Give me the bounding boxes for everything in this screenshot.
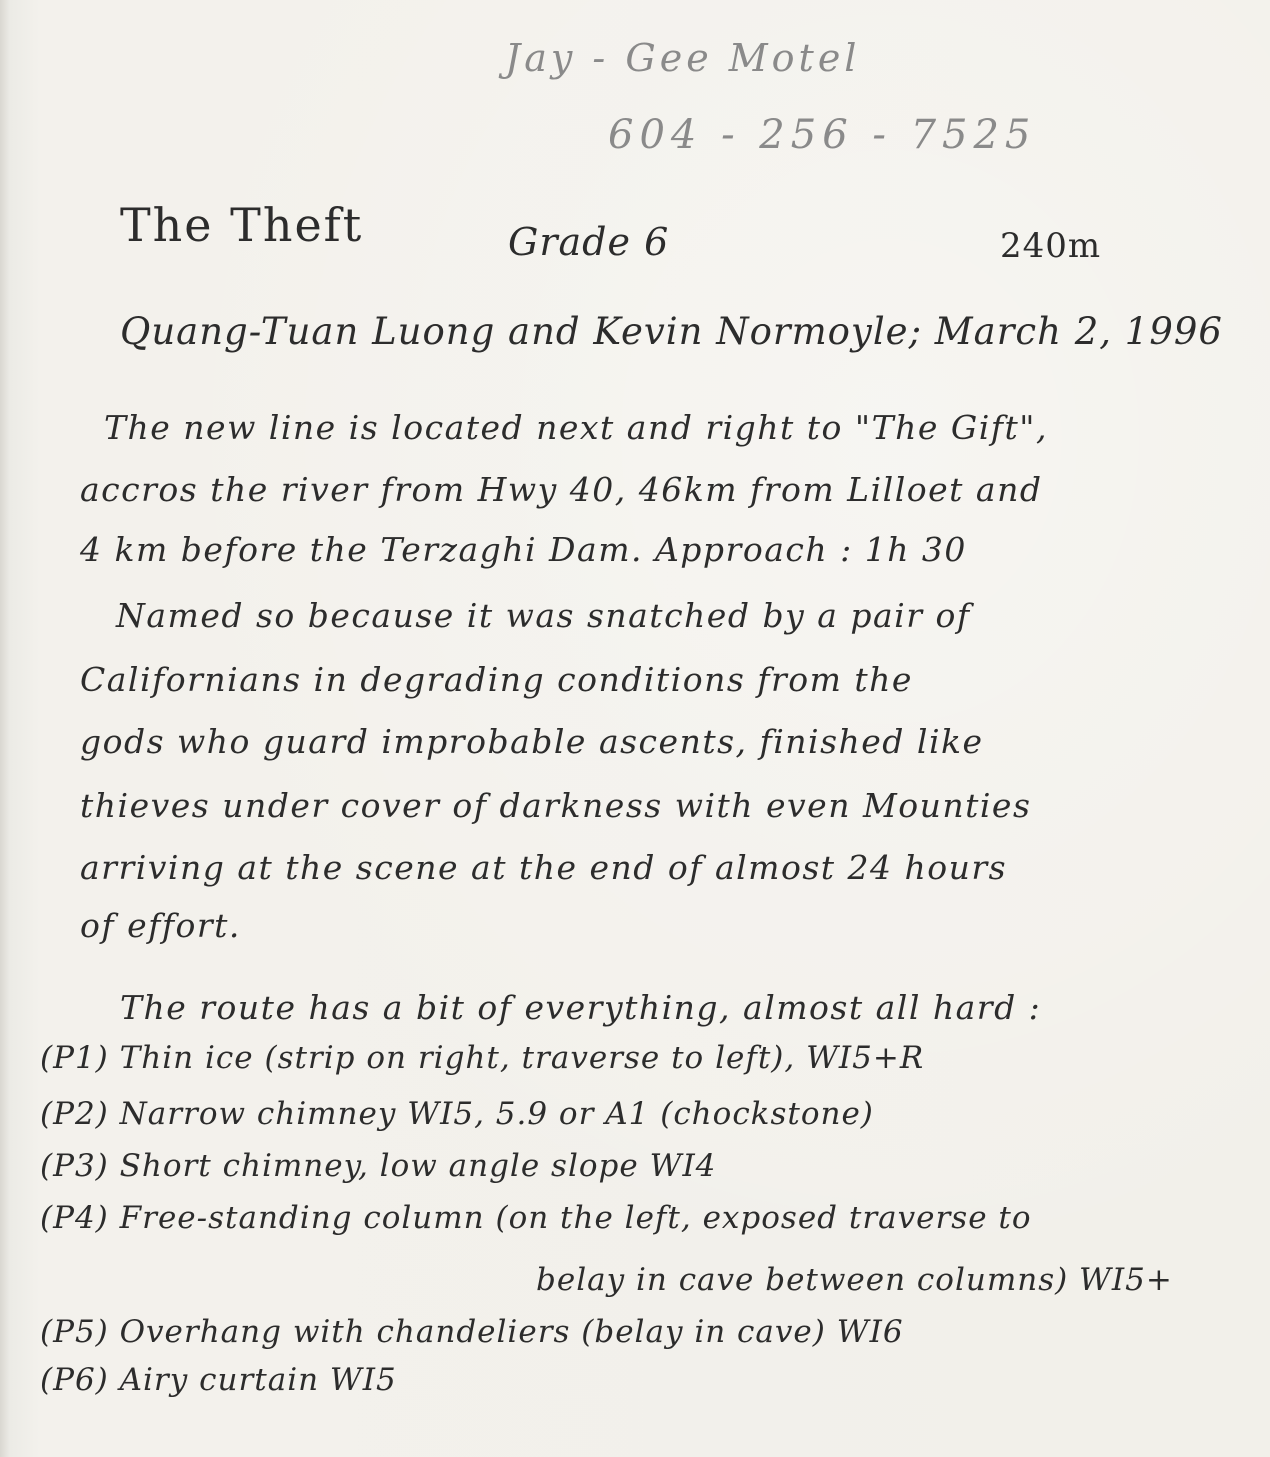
pitch-line: (P3) Short chimney, low angle slope WI4 [40, 1148, 717, 1184]
pitch-line: (P2) Narrow chimney WI5, 5.9 or A1 (chockstone) [40, 1096, 874, 1132]
route-grade: Grade 6 [508, 220, 670, 264]
naming-line: arriving at the scene at the end of almost 24 hours [80, 848, 1008, 887]
motel-name: Jay - Gee Motel [505, 36, 861, 80]
pitch-line-continuation: belay in cave between columns) WI5+ [536, 1262, 1173, 1298]
first-ascent-line: Quang-Tuan Luong and Kevin Normoyle; March 2, 1996 [120, 310, 1223, 353]
route-title: The Theft [120, 198, 364, 252]
naming-line: thieves under cover of darkness with even Mounties [80, 786, 1032, 825]
naming-line: of effort. [80, 906, 241, 945]
pitch-line: (P4) Free-standing column (on the left, exposed traverse to [40, 1200, 1032, 1236]
location-line: The new line is located next and right to "The Gift", [104, 408, 1048, 447]
route-length: 240m [1000, 226, 1102, 266]
location-line: accros the river from Hwy 40, 46km from Lilloet and [80, 470, 1043, 509]
pitch-line: (P5) Overhang with chandeliers (belay in cave) WI6 [40, 1314, 904, 1350]
location-line: 4 km before the Terzaghi Dam. Approach : 1h 30 [80, 530, 967, 569]
route-intro-line: The route has a bit of everything, almost all hard : [120, 988, 1042, 1027]
motel-phone: 604 - 256 - 7525 [608, 112, 1037, 158]
pitch-line: (P1) Thin ice (strip on right, traverse to left), WI5+R [40, 1040, 925, 1076]
pitch-line: (P6) Airy curtain WI5 [40, 1362, 397, 1398]
naming-line: Named so because it was snatched by a pair of [116, 596, 971, 635]
naming-line: Californians in degrading conditions from the [80, 660, 913, 699]
naming-line: gods who guard improbable ascents, finished like [80, 722, 984, 761]
